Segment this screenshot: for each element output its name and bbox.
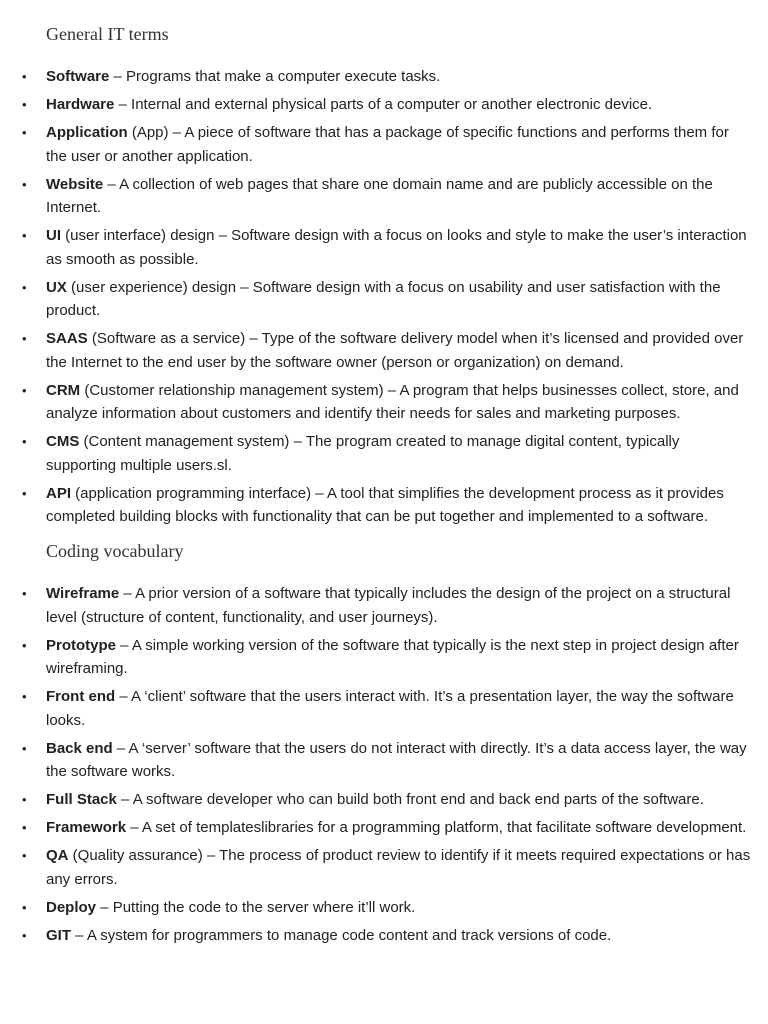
bullet-icon: • (22, 899, 27, 915)
term-description: (application programming interface) – A tool that simplifies the development process as it provides completed building blocks with functionality that can be put together and implemented to a software. (46, 484, 724, 525)
list-item (0, 482, 768, 529)
list-item (0, 93, 768, 117)
section-title-coding-vocabulary: Coding vocabulary (46, 541, 184, 561)
coding-vocabulary-list (0, 582, 768, 952)
term-label: Website (46, 175, 104, 193)
term-label: API (46, 484, 72, 502)
term-description: – A software developer who can build both front end and back end parts of the software. (116, 791, 704, 808)
bullet-icon: • (22, 820, 27, 835)
bullet-icon: • (22, 927, 27, 943)
bullet-icon: • (22, 97, 27, 112)
term-label: GIT (46, 926, 71, 944)
term-description: – Putting the code to the server where it’ll work. (96, 898, 416, 916)
section-title-general-it-terms: General IT terms (46, 24, 169, 44)
term-description: – A simple working version of the software that typically is the next step in project design after wireframing. (46, 636, 739, 677)
term-description: – A ‘server’ software that the users do not interact with directly. It’s a data access layer, the way the software works. (46, 739, 747, 780)
term-description: – A prior version of a software that typically includes the design of the project on a structural level (structure of content, functionality, and user journeys). (46, 585, 731, 626)
term-description: (Software as a service) – Type of the software delivery model when it’s licensed and provided over the Internet to the end user by the software owner (person or organization) on demand. (46, 330, 744, 371)
bullet-icon: • (22, 176, 27, 192)
term-description: (Customer relationship management system) – A program that helps businesses collect, store, and analyze information about customers and identify their needs for sales and marketing purposes. (46, 381, 739, 422)
term-description: (App) – A piece of software that has a package of specific functions and performs them for the user or another application. (46, 124, 729, 165)
list-item (0, 788, 768, 812)
bullet-icon: • (22, 792, 27, 807)
term-label: Framework (46, 819, 127, 836)
bullet-icon: • (22, 848, 27, 863)
term-label: CRM (46, 381, 81, 399)
bullet-icon: • (22, 740, 27, 756)
term-description: (user experience) design – Software design with a focus on usability and user satisfaction with the product. (46, 278, 721, 319)
bullet-icon: • (22, 637, 27, 653)
term-description: (Quality assurance) – The process of product review to identify if it meets required expectations or has any errors. (46, 847, 751, 888)
term-label: UX (46, 278, 67, 296)
term-label: Back end (46, 739, 113, 757)
term-description: – Programs that make a computer execute tasks. (109, 68, 441, 85)
list-item (0, 327, 768, 374)
term-description: – A system for programmers to manage code content and track versions of code. (71, 926, 612, 944)
term-label: Full Stack (46, 791, 117, 808)
list-item (0, 65, 768, 89)
bullet-icon: • (22, 382, 27, 398)
term-label: SAAS (46, 330, 88, 347)
bullet-icon: • (22, 228, 27, 243)
term-label: Deploy (46, 898, 97, 916)
bullet-icon: • (22, 434, 27, 449)
bullet-icon: • (22, 125, 27, 140)
bullet-icon: • (22, 689, 27, 704)
term-label: Wireframe (46, 585, 120, 602)
list-item (0, 685, 768, 732)
list-item (0, 896, 768, 920)
list-item (0, 224, 768, 271)
list-item (0, 173, 768, 220)
general-it-terms-list (0, 65, 768, 533)
term-label: Prototype (46, 636, 117, 654)
term-label: Hardware (46, 96, 115, 113)
term-description: – A set of templateslibraries for a programming platform, that facilitate software development. (126, 819, 747, 836)
list-item (0, 430, 768, 477)
term-label: Application (46, 124, 128, 141)
list-item (0, 634, 768, 681)
term-label: Front end (46, 688, 116, 705)
bullet-icon: • (22, 586, 27, 601)
list-item (0, 121, 768, 168)
bullet-icon: • (22, 485, 27, 501)
term-label: CMS (46, 433, 80, 450)
list-item (0, 924, 768, 948)
term-label: QA (46, 847, 69, 864)
term-description: – Internal and external physical parts of a computer or another electronic device. (114, 96, 653, 113)
list-item (0, 379, 768, 426)
list-item (0, 816, 768, 840)
list-item (0, 276, 768, 323)
list-item (0, 737, 768, 784)
term-label: Software (46, 68, 110, 85)
bullet-icon: • (22, 331, 27, 346)
term-description: – A collection of web pages that share one domain name and are publicly accessible on the Internet. (46, 175, 713, 216)
term-description: (Content management system) – The program created to manage digital content, typically supporting multiple users.sl. (46, 433, 680, 474)
bullet-icon: • (22, 279, 27, 295)
list-item (0, 844, 768, 891)
bullet-icon: • (22, 69, 27, 84)
term-description: – A ‘client’ software that the users interact with. It’s a presentation layer, the way the software looks. (46, 688, 734, 729)
term-label: UI (46, 227, 61, 244)
term-description: (user interface) design – Software design with a focus on looks and style to make the user’s interaction as smooth as possible. (46, 227, 747, 268)
list-item (0, 582, 768, 629)
